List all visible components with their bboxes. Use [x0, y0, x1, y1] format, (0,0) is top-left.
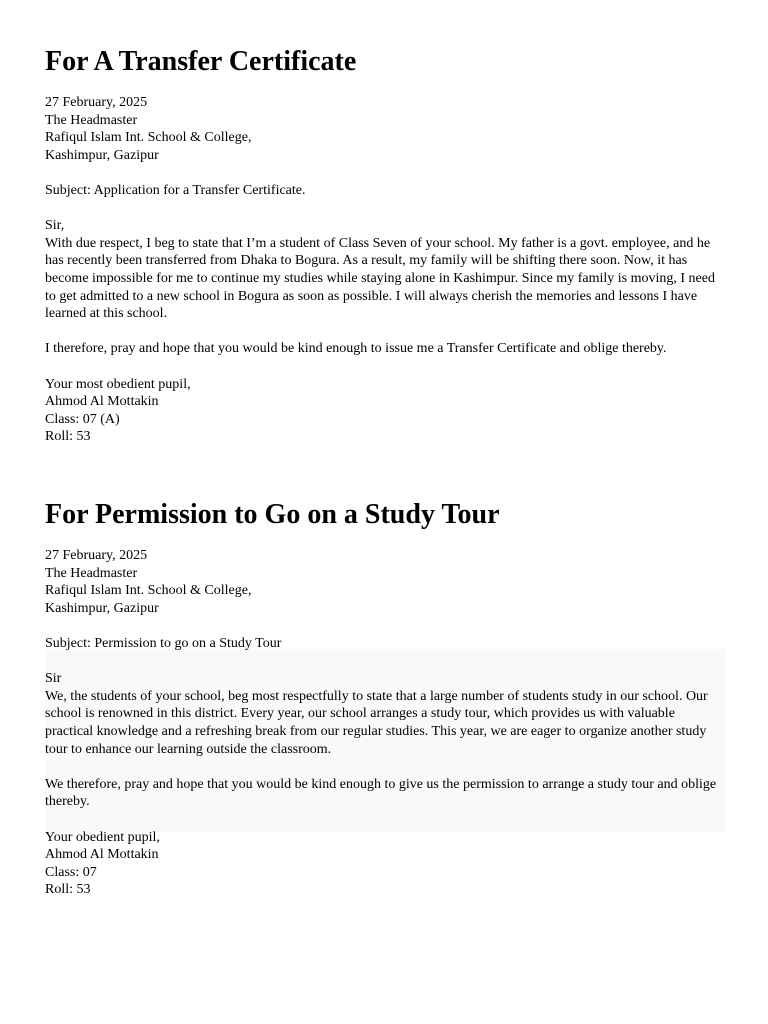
recipient: The Headmaster [45, 565, 138, 581]
study-tour-letter [45, 497, 725, 899]
sender-name: Ahmod Al Mottakin [45, 847, 159, 863]
sender-class: Class: 07 [45, 864, 97, 880]
school-address: Kashimpur, Gazipur [45, 600, 159, 616]
school-name: Rafiqul Islam Int. School & College, [45, 130, 252, 146]
salutation: Sir [45, 671, 62, 687]
school-name: Rafiqul Islam Int. School & College, [45, 583, 252, 599]
school-address: Kashimpur, Gazipur [45, 147, 159, 163]
signoff: Your obedient pupil, [45, 829, 160, 845]
sender-roll: Roll: 53 [45, 882, 91, 898]
letter-date: 27 February, 2025 [45, 95, 148, 110]
letter-subject: Subject: Application for a Transfer Certificate. [45, 182, 306, 198]
letter-subject: Subject: Permission to go on a Study Tour [45, 635, 282, 651]
sender-roll: Roll: 53 [45, 429, 91, 445]
letter-title: For A Transfer Certificate [45, 46, 357, 77]
salutation: Sir, [45, 218, 65, 234]
signoff: Your most obedient pupil, [45, 376, 191, 392]
letter-date: 27 February, 2025 [45, 548, 148, 563]
letter-body: With due respect, I beg to state that I’m a student of Class Seven of your school. My father is a govt. employee, and he has recently been transferred from Dhaka to Bogura. As a result, my family will be shifting there soon. Now, it has become impossible for me to continue my studies while staying alone in Kashimpur. Since my family is moving, I need to get admitted to a new school in Bogura as soon as possible. I will always cherish the memories and lessons I have learned at this school. [45, 235, 715, 322]
sender-name: Ahmod Al Mottakin [45, 394, 159, 410]
transfer-certificate-letter [45, 44, 725, 446]
letter-title: For Permission to Go on a Study Tour [45, 499, 500, 530]
recipient: The Headmaster [45, 112, 138, 128]
closing-paragraph: I therefore, pray and hope that you would be kind enough to issue me a Transfer Certificate and oblige thereby. [45, 341, 667, 357]
sender-class: Class: 07 (A) [45, 411, 120, 427]
closing-paragraph: We therefore, pray and hope that you would be kind enough to give us the permission to arrange a study tour and oblige thereby. [45, 776, 717, 810]
letter-body: We, the students of your school, beg most respectfully to state that a large number of students study in our school. Our school is renowned in this district. Every year, our school arranges a study tour, which provides us with valuable practical knowledge and a refreshing break from our regular studies. This year, we are eager to organize another study tour to enhance our learning outside the classroom. [45, 688, 708, 757]
